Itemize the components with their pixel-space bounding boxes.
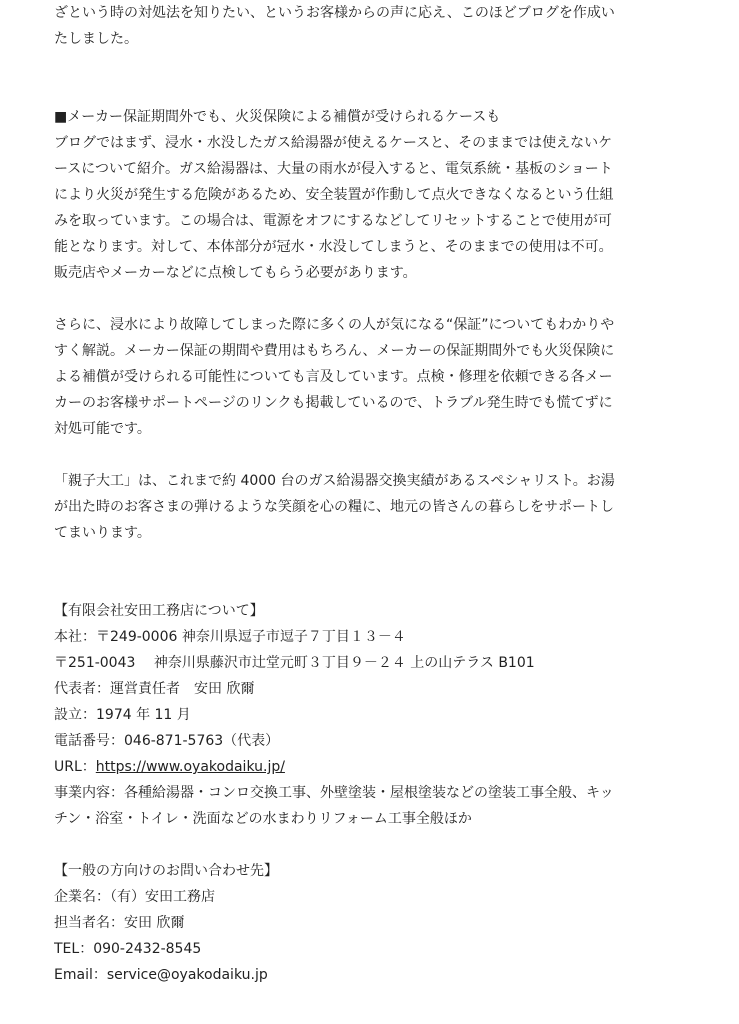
paragraph-line: みを取っています。この場合は、電源をオフにするなどしてリセットすることで使用が可 <box>54 213 612 229</box>
paragraph-line: すく解説。メーカー保証の期間や費用はもちろん、メーカーの保証期間外でも火災保険に <box>54 343 615 359</box>
contact-email: Email：service@oyakodaiku.jp <box>54 967 268 983</box>
url-label: URL： <box>54 759 96 775</box>
section-warranty <box>54 104 694 286</box>
company-business-line: 事業内容：各種給湯器・コンロ交換工事、外壁塗装・屋根塗装などの塗装工事全般、キッ <box>54 785 614 801</box>
paragraph-line: 「親子大工」は、これまで約 4000 台のガス給湯器交換実績があるスペシャリスト。お湯 <box>54 473 615 489</box>
company-business-line: チン・浴室・トイレ・洗面などの水まわりリフォーム工事全般ほか <box>54 811 472 827</box>
paragraph-line: たしました。 <box>54 31 138 47</box>
paragraph-line: さらに、浸水により故障してしまった際に多くの人が気になる“保証”についてもわかりや <box>54 317 615 333</box>
paragraph-line: ースについて紹介。ガス給湯器は、大量の雨水が侵入すると、電気系統・基板のショート <box>54 161 613 177</box>
company-phone: 電話番号：046-871-5763（代表） <box>54 733 280 749</box>
paragraph-line: ブログではまず、浸水・水没したガス給湯器が使えるケースと、そのままでは使えないケ <box>54 135 613 151</box>
paragraph-line: てまいります。 <box>54 525 151 541</box>
contact-heading: 【一般の方向けのお問い合わせ先】 <box>54 863 278 879</box>
contact-person: 担当者名：安田 欣爾 <box>54 915 185 931</box>
contact-tel: TEL：090-2432-8545 <box>54 941 202 957</box>
press-release-page <box>54 0 694 988</box>
paragraph-line: 販売店やメーカーなどに点検してもらう必要があります。 <box>54 265 417 281</box>
company-representative: 代表者：運営責任者 安田 欣爾 <box>54 681 255 697</box>
paragraph-line: よる補償が受けられる可能性についても言及しています。点検・修理を依頼できる各メー <box>54 369 613 385</box>
contact-info <box>54 858 694 988</box>
company-url-row <box>54 754 694 780</box>
paragraph-line: により火災が発生する危険があるため、安全装置が作動して点火できなくなるという仕組 <box>54 187 614 203</box>
paragraph-line: 対処可能です。 <box>54 421 151 437</box>
paragraph-line: 能となります。対して、本体部分が冠水・水没してしまうと、そのままでの使用は不可。 <box>54 239 613 255</box>
section-heading: ■メーカー保証期間外でも、火災保険による補償が受けられるケースも <box>54 109 501 125</box>
company-website-link[interactable]: https://www.oyakodaiku.jp/ <box>95 759 285 775</box>
section-guarantee <box>54 312 694 442</box>
company-hq-address: 本社：〒249-0006 神奈川県逗子市逗子７丁目１３－４ <box>54 629 406 645</box>
company-branch-address: 〒251-0043 神奈川県藤沢市辻堂元町３丁目９－２４ 上の山テラス B101 <box>54 655 535 671</box>
paragraph-line: が出た時のお客さまの弾けるような笑顔を心の糧に、地元の皆さんの暮らしをサポートし <box>54 499 614 515</box>
contact-company-name: 企業名：（有）安田工務店 <box>54 889 215 905</box>
company-heading: 【有限会社安田工務店について】 <box>54 603 264 619</box>
paragraph-line: ざという時の対処法を知りたい、というお客様からの声に応え、このほどブログを作成い <box>54 5 615 21</box>
company-info <box>54 598 694 832</box>
intro-paragraph <box>54 0 694 52</box>
paragraph-line: カーのお客様サポートページのリンクも掲載しているので、トラブル発生時でも慌てずに <box>54 395 613 411</box>
company-founded: 設立：1974 年 11 月 <box>54 707 191 723</box>
section-about-oyakodaiku <box>54 468 694 546</box>
